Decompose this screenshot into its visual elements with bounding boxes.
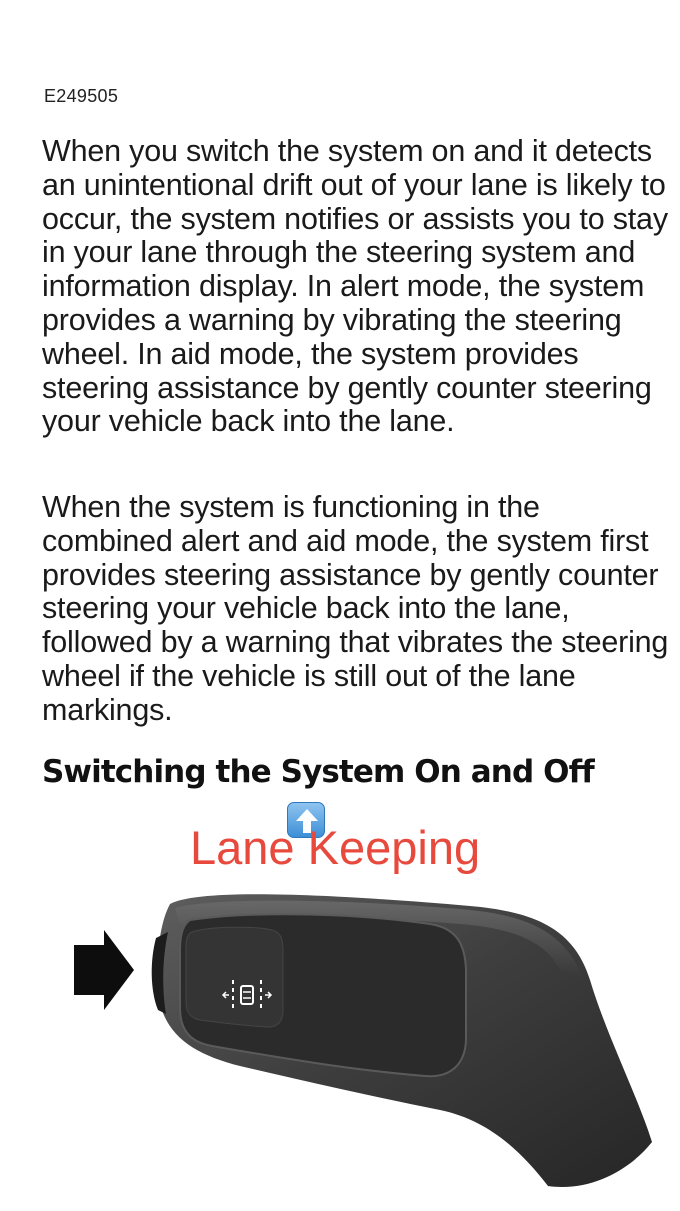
figure-id: E249505 bbox=[44, 86, 119, 106]
lane-keeping-button bbox=[186, 927, 283, 1027]
black-arrow-icon bbox=[74, 930, 134, 1010]
body-paragraph-1: When you switch the system on and it detects an unintentional drift out of your lane is likely to occur, the system notifies or assists you to stay in your lane through the steering system and information display. In alert mode, the system provides a warning by vibrating the steering wheel. In aid mode, the system provides steering assistance by gently counter steering your vehicle back into the lane. bbox=[42, 134, 668, 439]
lane-keeping-annotation: Lane Keeping bbox=[190, 821, 481, 874]
steering-stalk-illustration bbox=[0, 880, 680, 1211]
section-heading: Switching the System On and Off bbox=[42, 754, 594, 790]
body-paragraph-2: When the system is functioning in the combined alert and aid mode, the system first provides steering assistance by gently counter steering your vehicle back into the lane, followed by a warning that vibrates the steering wheel if the vehicle is still out of the lane markings. bbox=[42, 490, 669, 727]
